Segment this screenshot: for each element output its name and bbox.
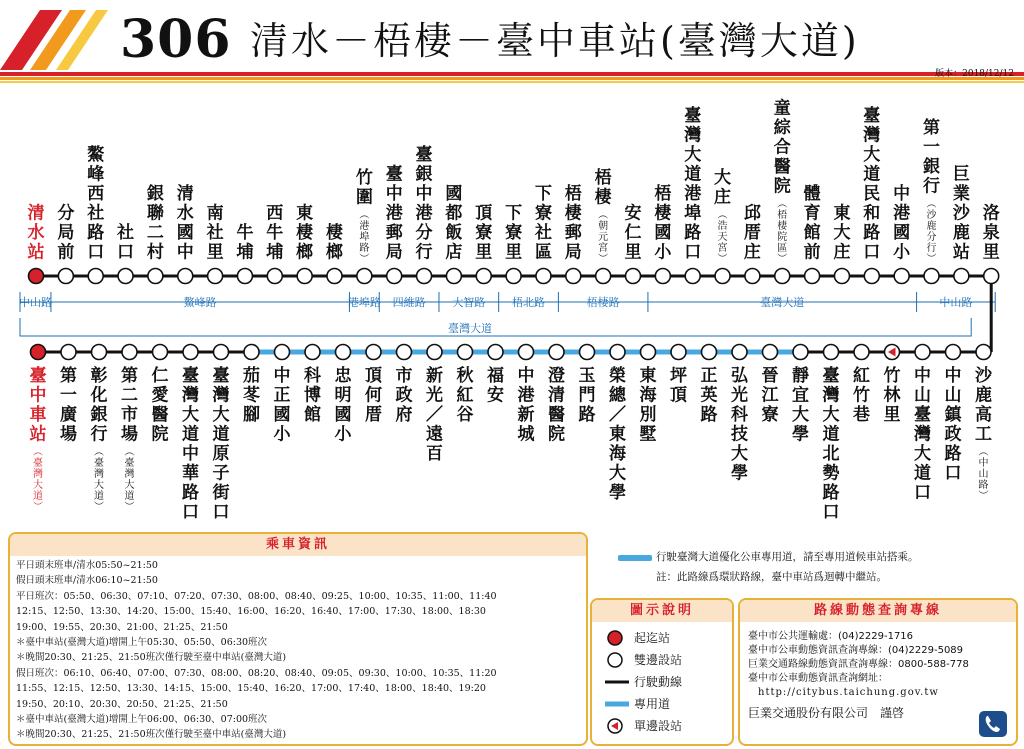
stop-label — [487, 365, 504, 406]
stop-label — [744, 203, 761, 263]
stop-label — [86, 144, 105, 263]
stop-name: 梧棲郵局 — [564, 184, 582, 263]
stop-subname: ︵臺灣大道︶ — [94, 447, 104, 513]
stop-name: 靜宜大學 — [792, 366, 809, 445]
route-number: 306 — [120, 9, 232, 70]
stop-label — [181, 365, 199, 523]
stop-name: 臺中港郵局 — [385, 164, 403, 263]
stop-marker — [417, 269, 432, 284]
stop-label — [913, 365, 931, 503]
stop-label — [243, 366, 260, 425]
stop-name: 紅竹巷 — [853, 366, 870, 425]
stop-label — [852, 365, 870, 425]
hotline-transit-office: 臺中市公共運輸處：(04)2229-1716 — [748, 631, 914, 642]
phone-icon — [978, 710, 1008, 738]
stop-marker — [864, 269, 879, 284]
stop-subname: ︵臺灣大道︶ — [124, 447, 135, 513]
stop-marker — [387, 269, 402, 284]
hotline-title: 路線動態查詢專線 — [740, 600, 1016, 622]
stop-marker — [506, 269, 521, 284]
stop-name: 科博館 — [304, 366, 321, 425]
stop-name: 國都飯店 — [445, 184, 463, 263]
stop-marker — [715, 269, 730, 284]
stop-name: 中山臺灣大道口 — [914, 366, 931, 503]
stop-name: 梧棲 — [594, 168, 612, 208]
stop-name: 銀聯二村 — [146, 184, 164, 263]
legend-terminal-label: 起迄站 — [634, 631, 671, 645]
ride-info-line: 19:50、20:10、20:30、20:50、21:25、21:50 — [16, 698, 228, 710]
stop-name: 清水站 — [27, 203, 45, 263]
stop-marker — [58, 269, 73, 284]
stop-marker — [566, 269, 581, 284]
hotline-website-url[interactable]: http://citybus.taichung.gov.tw — [758, 687, 939, 698]
stop-label — [945, 365, 963, 484]
terminal-stop-icon — [604, 628, 626, 648]
stop-label — [923, 117, 940, 265]
stop-name: 第二市場 — [121, 366, 138, 445]
stop-marker — [976, 345, 991, 360]
stop-name: 南社里 — [206, 203, 224, 263]
stop-name: 榮總／東海大學 — [609, 366, 626, 503]
stop-name: 臺灣大道民和路口 — [863, 106, 881, 263]
stop-marker — [214, 345, 229, 360]
stop-name: 新光／遠百 — [426, 366, 443, 464]
ride-info-line: ＊晚間20:30、21:25、21:50班次僅行駛至臺中車站(臺灣大道) — [16, 729, 287, 741]
stop-marker — [297, 269, 312, 284]
stop-name: 臺銀中港分行 — [415, 145, 433, 263]
stop-marker — [946, 345, 961, 360]
stop-name: 臺灣大道中華路口 — [182, 366, 199, 523]
bus-lane-icon — [604, 694, 630, 714]
stop-name: 體育館前 — [803, 184, 821, 263]
stop-label — [701, 366, 718, 425]
stop-name: 玉門路 — [578, 366, 596, 425]
stop-label — [365, 366, 382, 425]
stop-label — [730, 366, 749, 484]
stop-name: 下寮里 — [505, 203, 523, 263]
one-way-stop-icon — [604, 716, 626, 736]
stop-label — [396, 365, 413, 425]
version-label: 版本：2018/12/12 — [935, 69, 1014, 79]
stop-name: 安仁里 — [624, 203, 642, 263]
ride-info-panel — [8, 532, 588, 746]
road-label: 梧北路 — [512, 296, 546, 309]
stop-marker — [775, 269, 790, 284]
stop-marker — [275, 345, 290, 360]
ride-info-body — [16, 558, 582, 743]
road-label-bottom: 臺灣大道 — [448, 322, 492, 335]
stop-marker — [327, 269, 342, 284]
road-band-bottom — [20, 318, 971, 336]
stop-marker — [580, 345, 595, 360]
ride-info-line: ＊晚間20:30、21:25、21:50班次僅行駛至臺中車站(臺灣大道) — [16, 652, 287, 664]
stop-label — [518, 365, 536, 445]
stop-subname: ︵浩天宮︶ — [717, 210, 728, 265]
note-bus-lane: 行駛臺灣大道優化公車專用道，請至專用道候車站搭乘。 — [656, 551, 919, 563]
stop-name: 彰化銀行 — [90, 366, 108, 445]
stop-marker — [237, 269, 252, 284]
stop-label — [714, 167, 731, 265]
hotline-company: 巨業交通股份有限公司 謹啓 — [748, 706, 905, 720]
stop-label — [534, 184, 552, 263]
stop-label — [457, 365, 474, 425]
stop-subname: ︵港埠路︶ — [359, 210, 370, 265]
ride-info-line: 12:15、12:50、13:30、14:20、15:00、15:40、16:00、16:20、16:40、17:00、17:30、18:00、18:30 — [16, 606, 486, 618]
ride-info-line: 假日頭末班車/清水06:10~21:50 — [16, 575, 158, 587]
stop-name: 大庄 — [714, 168, 732, 208]
stop-label — [893, 183, 911, 263]
stop-name: 社口 — [117, 223, 135, 263]
stop-marker — [183, 345, 198, 360]
stop-marker — [336, 345, 351, 360]
ride-info-line: 假日班次：06:10、06:40、07:00、07:30、08:00、08:20、08:40、09:05、09:30、10:00、10:35、11:20 — [16, 667, 497, 679]
stop-name: 東棲榔 — [296, 203, 314, 263]
stop-name: 晉江寮 — [761, 366, 779, 425]
legend-route-line-label: 行駛動線 — [634, 675, 683, 689]
stop-label — [304, 365, 322, 425]
stop-subname: ︵梧棲院區︶ — [777, 199, 788, 265]
stop-label — [505, 204, 522, 263]
road-label: 臺灣大道 — [760, 296, 805, 309]
stop-marker — [824, 345, 839, 360]
hotline-operator: 巨業交通路線動態資訊查詢專線：0800-588-778 — [748, 659, 969, 670]
ride-info-line: 11:55、12:15、12:50、13:30、14:15、15:00、15:40、16:20、17:00、17:40、18:00、18:40、19:20 — [16, 683, 486, 695]
stop-name: 弘光科技大學 — [731, 366, 748, 484]
stop-name: 鰲峰西社路口 — [87, 145, 105, 263]
stop-marker — [267, 269, 282, 284]
stop-name: 中正國小 — [273, 366, 291, 445]
stop-label — [762, 365, 780, 425]
stop-label — [325, 222, 343, 263]
stop-marker — [88, 269, 103, 284]
stop-marker — [92, 345, 107, 360]
stop-marker — [984, 269, 999, 284]
stop-marker — [148, 269, 163, 284]
stop-marker — [208, 269, 223, 284]
stop-name: 東海別墅 — [639, 366, 657, 445]
stop-name: 臺灣大道北勢路口 — [822, 366, 840, 523]
stop-label — [152, 365, 169, 445]
bus-lane-note-icon — [618, 554, 652, 562]
stop-label — [295, 203, 313, 263]
stop-name: 秋紅谷 — [456, 366, 474, 425]
stop-marker — [536, 269, 551, 284]
road-label: 鰲峰路 — [183, 296, 217, 309]
stop-label — [683, 105, 701, 263]
road-label: 四維路 — [392, 296, 426, 309]
stop-label — [862, 105, 880, 263]
stop-marker — [366, 345, 381, 360]
stop-marker — [685, 269, 700, 284]
stop-subname: ︵中山路︶ — [978, 447, 989, 502]
stop-label — [822, 365, 840, 523]
stop-marker — [305, 345, 320, 360]
stop-label — [475, 204, 492, 263]
stop-marker — [427, 345, 442, 360]
hotline-bus-info: 臺中市公車動態資訊查詢專線：(04)2229-5089 — [748, 645, 964, 656]
stop-label — [773, 98, 792, 266]
stop-name: 竹林里 — [883, 366, 901, 425]
stop-label — [595, 167, 612, 265]
stop-marker — [924, 269, 939, 284]
stop-label — [608, 366, 627, 503]
terminal-stop-marker — [29, 269, 44, 284]
stop-label — [670, 366, 687, 406]
stop-subname: ︵臺灣大道︶ — [33, 447, 43, 513]
stop-marker — [244, 345, 259, 360]
stop-name: 東大庄 — [833, 203, 851, 263]
stop-label — [884, 365, 902, 425]
stop-marker — [153, 345, 168, 360]
ride-info-line: ＊臺中車站(臺灣大道)增開上午05:30、05:50、06:30班次 — [16, 637, 268, 649]
stop-label — [335, 365, 353, 445]
stop-marker — [519, 345, 534, 360]
stop-label — [121, 365, 138, 513]
stop-marker — [458, 345, 473, 360]
stop-label — [116, 222, 134, 263]
stop-marker — [446, 269, 461, 284]
stop-name: 下寮社區 — [534, 184, 552, 263]
legend-title: 圖示說明 — [592, 600, 732, 622]
legend-two-way-label: 雙邊設站 — [634, 653, 683, 667]
road-label: 港埠路 — [347, 296, 381, 309]
hotline-body — [748, 630, 969, 720]
stop-label — [177, 183, 194, 263]
stop-label — [206, 203, 224, 263]
legend-one-way-label: 單邊設站 — [634, 719, 683, 733]
stop-name: 澄清醫院 — [548, 366, 565, 445]
stop-label — [983, 203, 1000, 263]
stop-name: 清水國中 — [176, 184, 194, 263]
stop-name: 沙鹿高工 — [975, 366, 992, 445]
stop-name: 中山鎮政路口 — [944, 366, 962, 484]
stop-label — [274, 365, 292, 445]
legend-bus-lane-label: 專用道 — [634, 697, 671, 711]
stop-name: 福安 — [487, 366, 504, 406]
stop-name: 竹圍 — [355, 168, 373, 208]
road-label: 中山路 — [18, 296, 52, 309]
stop-label — [579, 366, 596, 425]
stop-label — [640, 365, 658, 445]
stop-name: 頂何厝 — [365, 366, 382, 425]
stop-name: 巨業沙鹿站 — [952, 164, 970, 263]
stop-label — [57, 203, 74, 263]
stop-marker — [626, 269, 641, 284]
stop-name: 第一銀行 — [923, 118, 940, 197]
ride-info-title: 乘車資訊 — [10, 534, 586, 556]
ride-info-line: 19:00、19:55、20:30、21:00、21:25、21:50 — [16, 621, 228, 633]
stop-label — [444, 184, 462, 263]
stop-marker — [476, 269, 491, 284]
ride-info-line: ＊臺中車站(臺灣大道)增開上午06:00、06:30、07:00班次 — [16, 714, 268, 726]
stop-marker — [118, 269, 133, 284]
stop-subname: ︵朝元宮︶ — [598, 210, 609, 265]
stop-name: 第一廣場 — [60, 366, 77, 445]
stop-name: 臺中車站 — [29, 366, 47, 445]
stop-marker — [915, 345, 930, 360]
stop-marker — [178, 269, 193, 284]
stop-marker — [655, 269, 670, 284]
legend-panel — [590, 598, 734, 746]
stop-name: 牛埔 — [236, 223, 254, 263]
route-title: 清水－梧棲－臺中車站(臺灣大道) — [250, 19, 860, 63]
stop-label — [625, 203, 642, 263]
stop-marker — [641, 345, 656, 360]
stop-marker — [702, 345, 717, 360]
stop-label — [833, 203, 850, 263]
stop-name: 分局前 — [57, 203, 75, 263]
stop-marker — [732, 345, 747, 360]
stop-name: 仁愛醫院 — [151, 366, 169, 445]
stop-name: 棲榔 — [326, 223, 343, 263]
stop-name: 邱厝庄 — [743, 203, 761, 263]
stop-label — [265, 204, 283, 263]
stop-name: 市政府 — [395, 366, 413, 425]
stop-label — [565, 183, 582, 263]
ride-info-line: 平日頭末班車/清水05:50~21:50 — [16, 560, 158, 571]
stop-name: 中港新城 — [517, 366, 535, 445]
stop-label — [90, 365, 108, 513]
road-label: 中山路 — [939, 296, 973, 309]
stop-label — [356, 167, 373, 265]
stop-label — [386, 164, 403, 263]
stop-label — [803, 184, 821, 263]
stop-label — [975, 365, 993, 502]
stop-marker — [793, 345, 808, 360]
stop-marker — [549, 345, 564, 360]
stop-marker — [805, 269, 820, 284]
stop-label — [147, 183, 165, 263]
terminal-stop-marker — [31, 345, 46, 360]
stop-subname: ︵沙鹿分行︶ — [926, 199, 937, 265]
stop-name: 頂寮里 — [475, 203, 493, 263]
stop-label — [426, 365, 443, 464]
stop-name: 茄苳腳 — [243, 366, 260, 425]
stop-name: 正英路 — [700, 366, 718, 425]
stop-label — [28, 203, 45, 263]
stop-marker — [954, 269, 969, 284]
stop-label — [791, 365, 809, 445]
two-way-stop-icon — [604, 650, 626, 670]
stop-label — [30, 365, 47, 513]
stop-name: 西牛埔 — [266, 203, 284, 263]
stop-marker — [834, 269, 849, 284]
route-line-icon — [604, 672, 630, 692]
road-label: 梧棲路 — [586, 296, 620, 309]
stop-label — [548, 365, 565, 445]
stop-name: 洛泉里 — [982, 203, 1000, 263]
stop-name: 坪頂 — [670, 366, 687, 406]
stop-label — [654, 183, 672, 263]
stop-name: 忠明國小 — [334, 366, 352, 445]
stop-marker — [671, 345, 686, 360]
stop-name: 臺灣大道原子街口 — [212, 366, 230, 523]
stop-marker — [357, 269, 372, 284]
hotline-panel — [738, 598, 1018, 746]
stop-name: 童綜合醫院 — [773, 98, 791, 197]
stop-name: 中港國小 — [893, 184, 911, 263]
stop-label — [212, 365, 230, 523]
stop-label — [60, 365, 78, 445]
stop-marker — [488, 345, 503, 360]
road-label: 大智路 — [452, 296, 486, 309]
stop-marker — [894, 269, 909, 284]
stop-marker — [61, 345, 76, 360]
stop-label — [953, 164, 971, 263]
stop-marker — [745, 269, 760, 284]
stop-marker — [397, 345, 412, 360]
stop-label — [416, 144, 433, 263]
note-loop-route: 註：此路線爲環狀路線，臺中車站爲迴轉中繼站。 — [656, 571, 887, 583]
stop-marker — [122, 345, 137, 360]
hotline-website-label: 臺中市公車動態資訊查詢網址： — [748, 673, 888, 684]
stop-label — [235, 222, 253, 263]
ride-info-line: 平日班次：05:50、06:30、07:10、07:20、07:30、08:00、08:40、09:25、10:00、10:35、11:00、11:40 — [16, 590, 497, 602]
stop-marker — [763, 345, 778, 360]
stop-name: 臺灣大道港埠路口 — [684, 106, 702, 263]
stop-name: 梧棲國小 — [654, 184, 672, 263]
stop-marker — [854, 345, 869, 360]
stop-marker — [610, 345, 625, 360]
stop-marker — [596, 269, 611, 284]
